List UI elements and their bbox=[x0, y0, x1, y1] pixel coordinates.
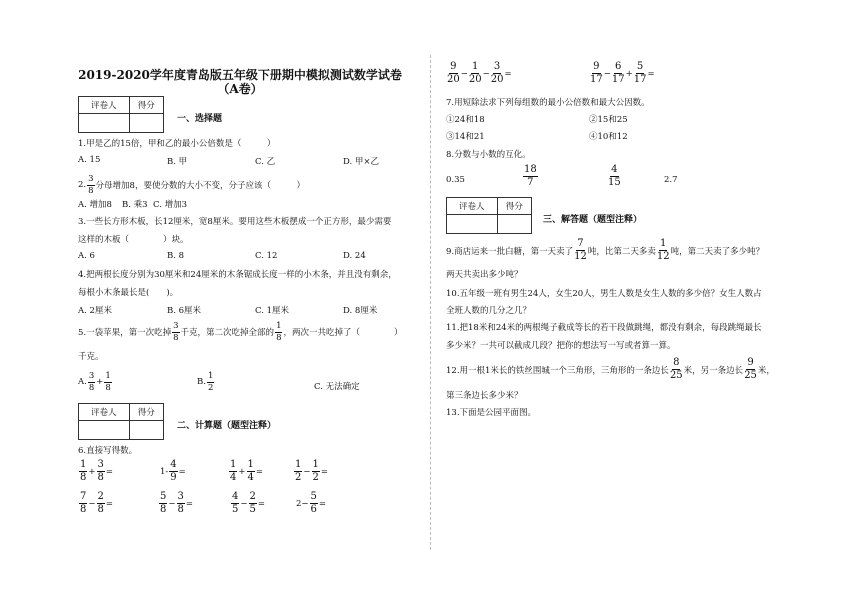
q4-option-d: D. 8厘米 bbox=[343, 306, 378, 316]
question-12: 12.用一根1米长的铁丝围城一个三角形，三角形的一条边长 $\frac{8}{25}$ 米，另一条边长 $\frac{9}{25}$ 米， bbox=[446, 357, 775, 381]
q1-option-c: C. 乙 bbox=[255, 157, 276, 167]
grader-label: 评卷人 bbox=[79, 404, 130, 421]
q5-option-b: B. $\frac{1}{2}$ bbox=[197, 371, 214, 393]
q1-option-d: D. 甲×乙 bbox=[343, 157, 380, 167]
question-7: 7.用短除法求下列每组数的最小公倍数和最大公因数。 bbox=[446, 98, 650, 108]
q3-option-a: A. 6 bbox=[78, 251, 95, 261]
q3-option-d: D. 24 bbox=[343, 251, 366, 261]
calc-10: $\frac{9}{17}$ − $\frac{6}{17}$ + $\frac{5}{17}$ = bbox=[590, 61, 655, 85]
q8-decimal-1: 0.35 bbox=[446, 175, 465, 185]
question-13: 13.下面是公园平面图。 bbox=[446, 408, 537, 418]
q2-option-a: A. 增加8 bbox=[78, 200, 112, 210]
calc-2: 1- $\frac{4}{9}$ = bbox=[160, 459, 186, 483]
grader-label: 评卷人 bbox=[447, 198, 498, 215]
question-1: 1.甲是乙的15倍，甲和乙的最小公倍数是（ ） bbox=[78, 139, 276, 149]
question-10-line1: 10.五年级一班有男生24人，女生20人，男生人数是女生人数的多少倍？女生人数占 bbox=[446, 289, 762, 299]
score-label: 得分 bbox=[129, 404, 163, 421]
calc-4: $\frac{1}{2}$ − $\frac{1}{2}$ = bbox=[295, 459, 328, 483]
q7-item-1: ①24和18 bbox=[446, 115, 485, 125]
calc-9: $\frac{9}{20}$ − $\frac{1}{20}$ − $\frac{3}{20}$ = bbox=[447, 61, 512, 85]
q2-option-b: B. 乘3 bbox=[122, 200, 148, 210]
grader-cell bbox=[79, 421, 130, 440]
q8-decimal-2: 2.7 bbox=[664, 175, 678, 185]
q1-option-b: B. 甲 bbox=[167, 157, 188, 167]
column-divider bbox=[430, 55, 432, 550]
question-5: 5.一袋苹果，第一次吃掉 $\frac{3}{8}$ 千克，第二次吃掉全部的 $\frac{1}{8}$ ，两次一共吃掉了（ ） bbox=[78, 321, 403, 343]
q7-item-4: ④10和12 bbox=[589, 132, 628, 142]
section-heading-solve: 三、解答题（题型注释） bbox=[543, 215, 643, 225]
score-box-3 bbox=[446, 197, 532, 234]
q5-option-a: A. $\frac{3}{8}$ + $\frac{1}{8}$ bbox=[78, 371, 111, 393]
q5-fraction-1: $\frac{3}{8}$ bbox=[173, 321, 179, 343]
q5-fraction-2: $\frac{1}{8}$ bbox=[276, 321, 282, 343]
question-4-line1: 4.把两根长度分别为30厘米和24厘米的木条锯成长度一样的小木条，并且没有剩余， bbox=[78, 270, 397, 280]
q4-option-c: C. 1厘米 bbox=[255, 306, 290, 316]
calc-5: $\frac{7}{8}$ − $\frac{2}{8}$ = bbox=[80, 491, 113, 515]
exam-title-suffix: （A卷） bbox=[217, 82, 263, 96]
q2-text: 分母增加8，要使分数的大小不变，分子应该（ ） bbox=[95, 181, 305, 191]
q2-fraction: $\frac{3}{8}$ bbox=[88, 174, 94, 196]
section-heading-choice: 一、选择题 bbox=[177, 114, 223, 124]
exam-title: 2019-2020学年度青岛版五年级下册期中模拟测试数学试卷 bbox=[78, 68, 402, 82]
calc-8: 2− $\frac{5}{6}$ = bbox=[296, 491, 327, 515]
question-9: 9.商店运来一批白糖，第一天卖了 $\frac{7}{12}$ 吨，比第二天多卖 $\frac{1}{12}$ 吨，第二天卖了多少吨？ bbox=[446, 238, 765, 262]
q2-number: 2. bbox=[78, 180, 87, 190]
score-cell bbox=[497, 215, 531, 234]
question-4-line2: 每根小木条最长是( )。 bbox=[78, 288, 179, 298]
score-label: 得分 bbox=[129, 97, 163, 114]
q8-fraction-2: $\frac{4}{15}$ bbox=[608, 164, 621, 188]
calc-1: $\frac{1}{8}$ + $\frac{3}{8}$ = bbox=[80, 459, 113, 483]
question-11-line1: 11.把18米和24米的两根绳子截成等长的若干段做跳绳，都没有剩余，每段跳绳最长 bbox=[446, 323, 762, 333]
question-9-line2: 两天共卖出多少吨？ bbox=[446, 270, 523, 280]
question-8: 8.分数与小数的互化。 bbox=[446, 150, 531, 160]
score-cell bbox=[129, 114, 163, 133]
question-10-line2: 全班人数的几分之几？ bbox=[446, 306, 532, 316]
calc-6: $\frac{5}{8}$ − $\frac{3}{8}$ = bbox=[160, 491, 193, 515]
question-11-line2: 多少米？一共可以截成几段？把你的想法写一写或者算一算。 bbox=[446, 341, 676, 351]
q1-option-a: A. 15 bbox=[78, 155, 101, 165]
calc-3: $\frac{1}{4}$ + $\frac{1}{4}$ = bbox=[230, 459, 263, 483]
q3-option-c: C. 12 bbox=[255, 251, 278, 261]
question-6: 6.直接写得数。 bbox=[78, 446, 138, 456]
score-label: 得分 bbox=[497, 198, 531, 215]
question-2 bbox=[78, 175, 305, 195]
score-box bbox=[78, 96, 164, 133]
q4-option-b: B. 6厘米 bbox=[167, 306, 202, 316]
q4-option-a: A. 2厘米 bbox=[78, 306, 112, 316]
grader-cell bbox=[79, 114, 130, 133]
q2-option-c: C. 增加3 bbox=[153, 200, 188, 210]
q3-option-b: B. 8 bbox=[167, 251, 185, 261]
question-3-line1: 3.一些长方形木板，长12厘米，宽8厘米。要用这些木板摆成一个正方形，最少需要 bbox=[78, 217, 392, 227]
score-box-2 bbox=[78, 403, 164, 440]
grader-label: 评卷人 bbox=[79, 97, 130, 114]
score-cell bbox=[129, 421, 163, 440]
question-12-line2: 第三条边长多少米？ bbox=[446, 391, 523, 401]
grader-cell bbox=[447, 215, 498, 234]
question-5-line2: 千克。 bbox=[78, 352, 104, 362]
calc-7: $\frac{4}{5}$ − $\frac{2}{5}$ = bbox=[232, 491, 265, 515]
q7-item-2: ②15和25 bbox=[589, 115, 628, 125]
question-3-line2: 这样的木板（ ）块。 bbox=[78, 235, 189, 245]
q8-fraction-1: $\frac{18}{7}$ bbox=[524, 164, 537, 188]
section-heading-calc: 二、计算题（题型注释） bbox=[177, 421, 277, 431]
q7-item-3: ③14和21 bbox=[446, 132, 485, 142]
q5-option-c: C. 无法确定 bbox=[314, 382, 360, 392]
